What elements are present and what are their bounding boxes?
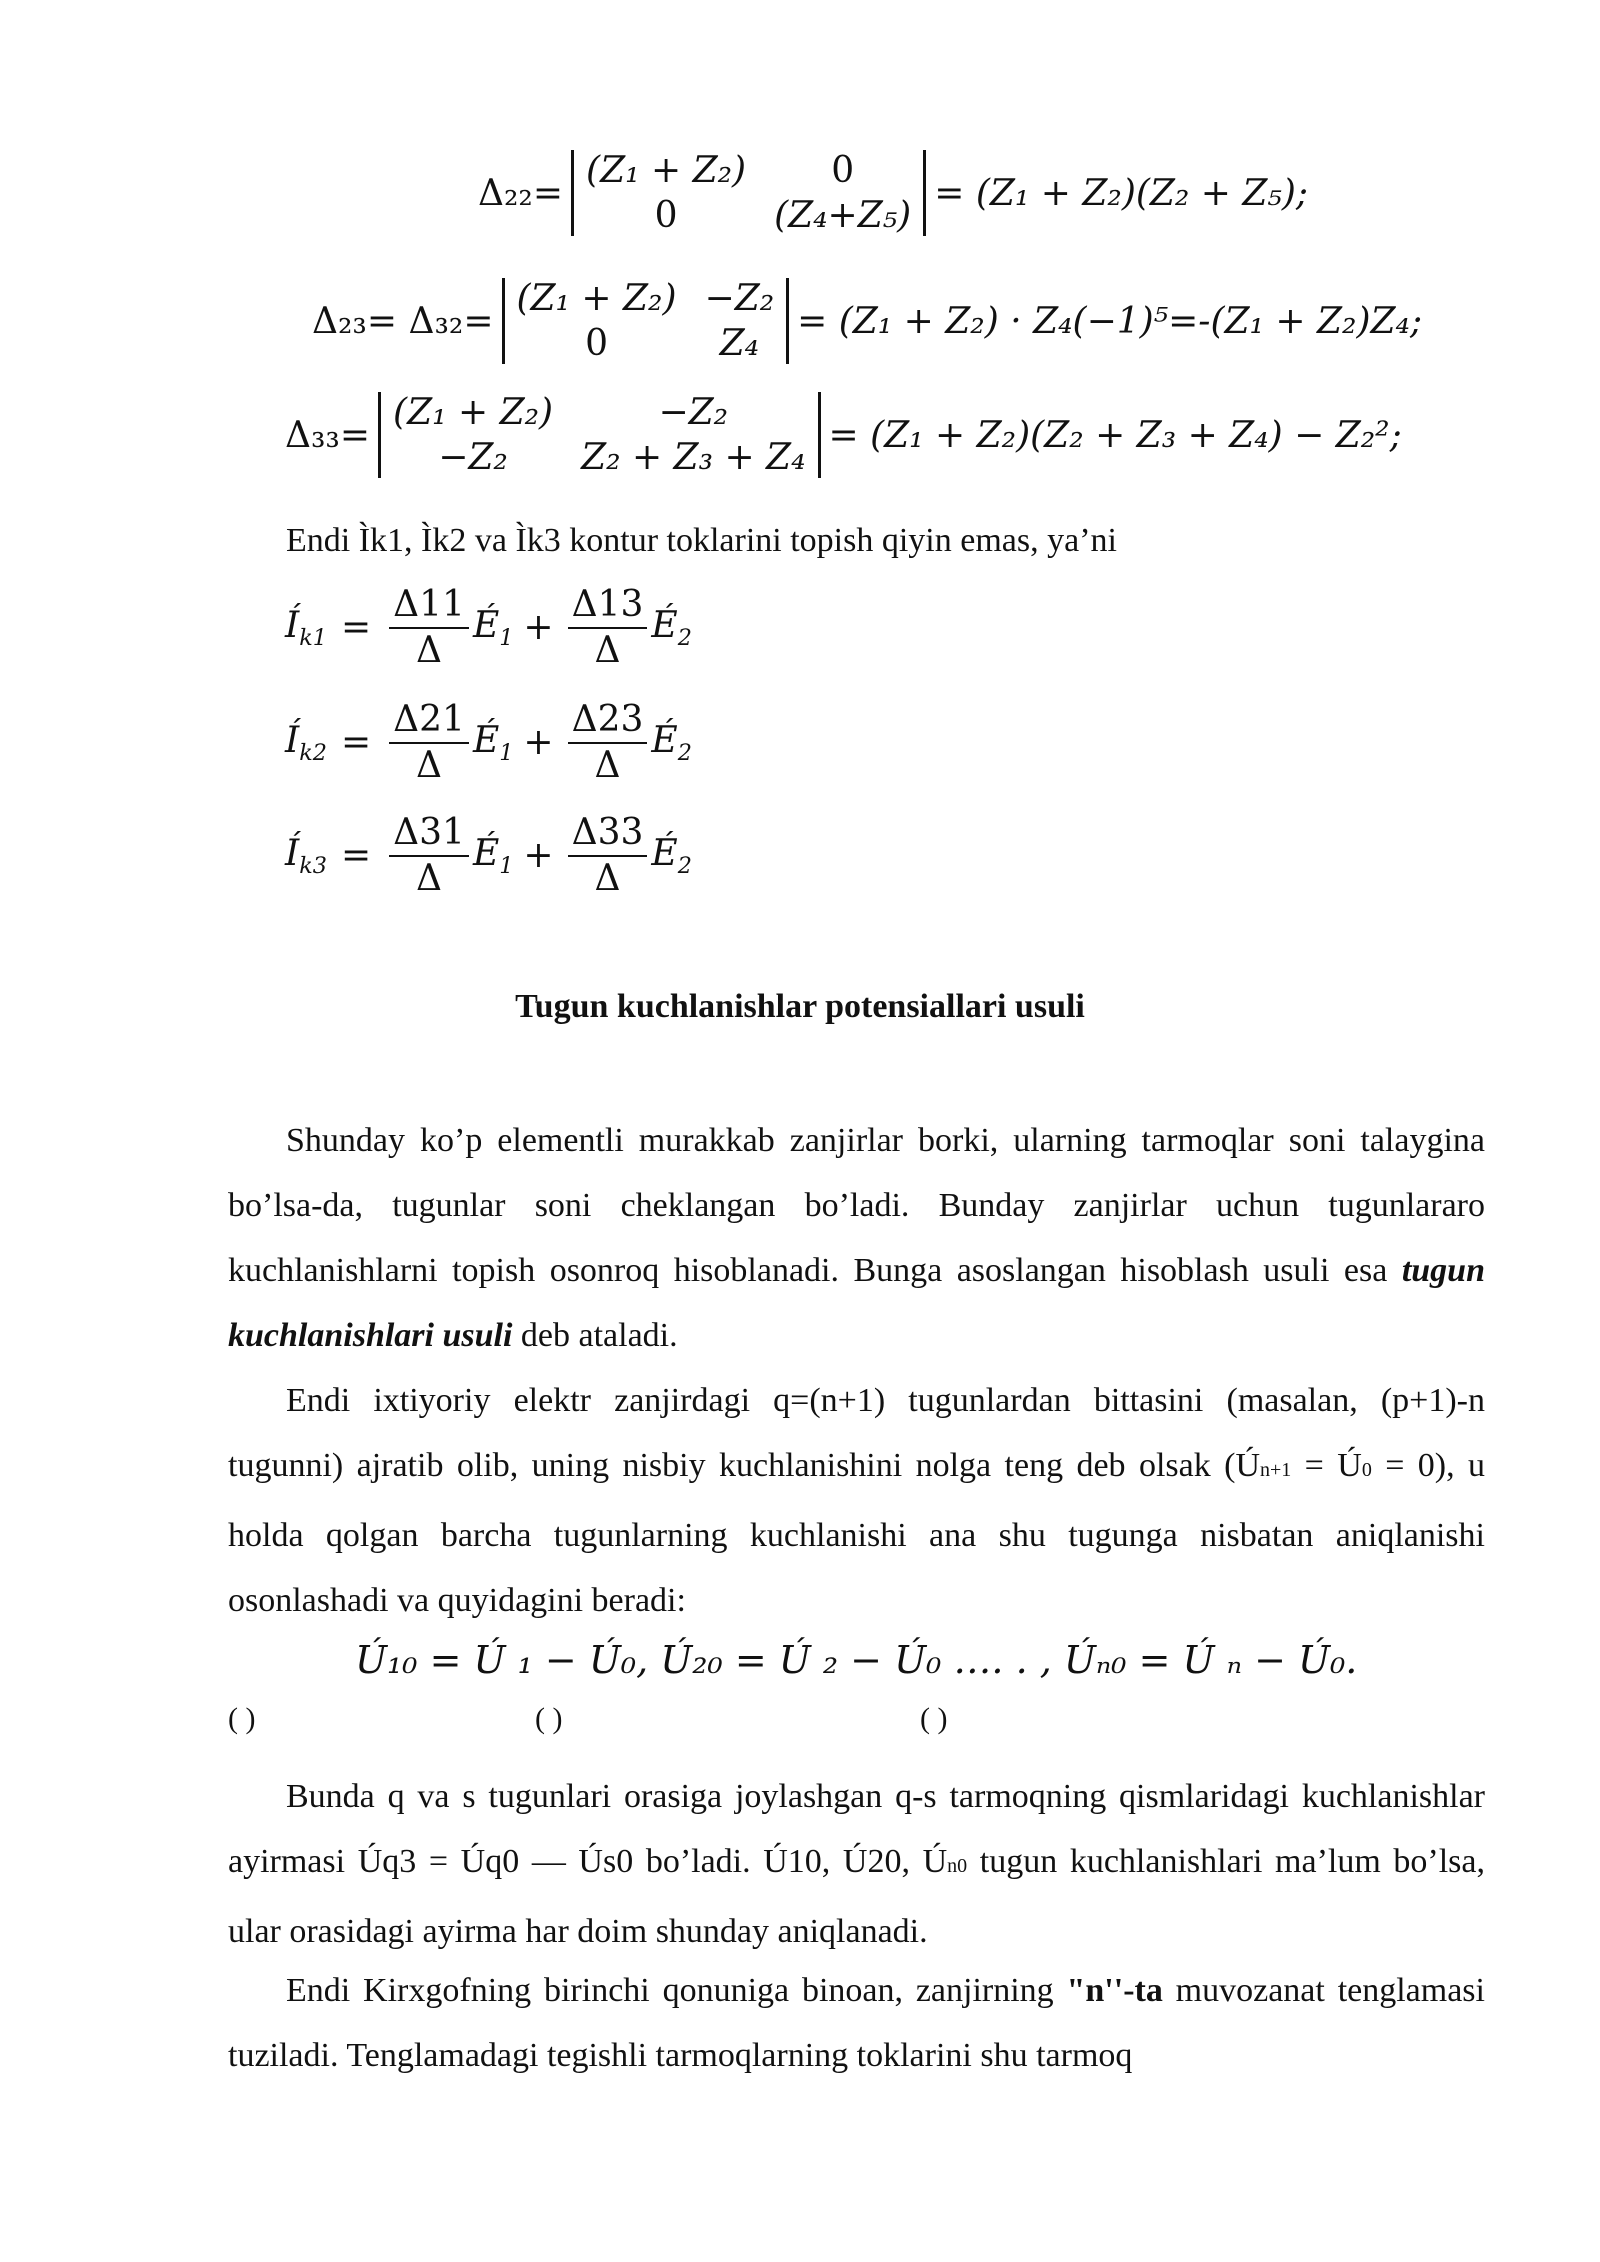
matrix-cell: (Z₁ + Z₂) <box>586 150 747 191</box>
matrix-cell: 0 <box>831 150 855 191</box>
equals-sign: = <box>340 722 372 764</box>
current-equation <box>285 585 692 670</box>
paragraph-2 <box>228 1368 1485 1633</box>
equals-sign: = <box>340 607 372 649</box>
delta33-rhs: = (Z₁ + Z₂)(Z₂ + Z₃ + Z₄) − Z₂²; <box>828 414 1402 456</box>
equals-sign: = <box>340 835 372 877</box>
paren-2: ( ) <box>535 1702 563 1735</box>
delta23-rhs: = (Z₁ + Z₂) · Z₄(−1)⁵=-(Z₁ + Z₂)Z₄; <box>797 300 1423 342</box>
paragraph-text: = 0), u holda qolgan barcha tugunlarning kuchlanishi ana shu tugunga nisbatan aniqlanishi osonlashadi va quyidagini beradi: <box>228 1447 1486 1619</box>
delta23-lhs: Δ₂₃= Δ₃₂= <box>312 300 494 342</box>
equation-delta33 <box>285 392 1402 478</box>
plus-sign: + <box>523 607 554 649</box>
fraction: $\frac{\Delta 13}{\Delta}$ <box>568 585 648 670</box>
fraction: $\frac{\Delta 23}{\Delta}$ <box>568 700 648 785</box>
fraction: $\frac{\Delta 33}{\Delta}$ <box>568 813 648 898</box>
current-symbol: $Í_{k2}$ <box>285 719 327 766</box>
delta23-matrix <box>502 278 790 364</box>
subscript: n0 <box>947 1855 968 1877</box>
subscript: n+1 <box>1260 1459 1292 1481</box>
paragraph-1 <box>228 1108 1485 1368</box>
delta22-lhs: Δ₂₂= <box>478 172 564 214</box>
equation-delta22 <box>478 150 1308 236</box>
matrix-cell: (Z₁ + Z₂) <box>393 392 554 433</box>
emf-term: $É_1$ <box>472 719 514 766</box>
paragraph-text: Endi Kirxgofning birinchi qonuniga binoan, zanjirning <box>286 1972 1067 2009</box>
delta33-lhs: Δ₃₃= <box>285 414 371 456</box>
emf-term: $É_2$ <box>651 832 692 879</box>
delta22-rhs: = (Z₁ + Z₂)(Z₂ + Z₅); <box>934 172 1309 214</box>
paragraph-text: = Ú <box>1291 1447 1362 1484</box>
matrix-cell: −Z₂ <box>438 437 508 478</box>
matrix-cell: 0 <box>654 195 678 236</box>
section-title: Tugun kuchlanishlar potensiallari usuli <box>515 988 1085 1025</box>
matrix-cell: (Z₄+Z₅) <box>774 195 912 236</box>
paren-1: ( ) <box>228 1702 256 1735</box>
emf-term: $É_2$ <box>651 719 692 766</box>
paragraph-text: deb ataladi. <box>512 1317 678 1354</box>
emf-term: $É_2$ <box>651 604 692 651</box>
fraction: $\frac{\Delta 11}{\Delta}$ <box>389 585 469 670</box>
matrix-cell: −Z₂ <box>658 392 729 433</box>
matrix-cell: (Z₁ + Z₂) <box>516 278 677 319</box>
current-symbol: $Í_{k1}$ <box>285 604 327 651</box>
delta33-matrix <box>378 392 820 478</box>
current-equation <box>285 700 692 785</box>
plus-sign: + <box>523 835 554 877</box>
equation-delta23 <box>312 278 1422 364</box>
bold-term: "n''-ta <box>1066 1972 1163 2009</box>
current-equation <box>285 813 692 898</box>
paren-3: ( ) <box>920 1702 948 1735</box>
plus-sign: + <box>523 722 554 764</box>
paragraph-4 <box>228 1958 1485 2088</box>
emf-term: $É_1$ <box>472 604 514 651</box>
paragraph-text: Endi ixtiyoriy elektr zanjirdagi q=(n+1) tugunlardan bittasini (masalan, (p+1)-n tugunni) ajratib olib, uning nisbiy kuchlanishini nolga teng deb olsak (Ú <box>228 1382 1485 1484</box>
matrix-cell: 0 <box>585 323 608 364</box>
matrix-cell: −Z₂ <box>704 278 775 319</box>
paragraph-3 <box>228 1764 1485 1964</box>
fraction: $\frac{\Delta 21}{\Delta}$ <box>389 700 469 785</box>
delta22-matrix <box>571 150 926 236</box>
paragraph-text: Shunday ko’p elementli murakkab zanjirlar borki, ularning tarmoqlar soni talaygina bo’lsa-da, tugunlar soni cheklangan bo’ladi. Bunday zanjirlar uchun tugunlararo kuchlanishlarni topish osonroq hisoblanadi. Bunga asoslangan hisoblash usuli esa <box>228 1122 1485 1289</box>
paragraph-text: tugun kuchlanishlari ma’lum bo’lsa, ular orasidagi ayirma har doim shunday aniqlanadi. <box>228 1843 1485 1950</box>
current-symbol: $Í_{k3}$ <box>285 832 327 879</box>
matrix-cell: Z₄ <box>719 323 760 364</box>
matrix-cell: Z₂ + Z₃ + Z₄ <box>581 437 806 478</box>
subscript: 0 <box>1361 1459 1372 1481</box>
node-voltage-equation: Ú₁₀ = Ú ₁ − Ú₀, Ú₂₀ = Ú ₂ − Ú₀ …. . , Úₙ₀ = Ú ₙ − Ú₀. <box>355 1638 1358 1682</box>
paragraph-text: muvozanat tenglamasi tuziladi. Tenglamadagi tegishli tarmoqlarning toklarini shu tarmoq <box>228 1972 1485 2074</box>
paragraph-text: Bunda q va s tugunlari orasiga joylashgan q-s tarmoqning qismlaridagi kuchlanishlar ayirmasi Úq3 = Úq0 — Ús0 bo’ladi. Ú10, Ú20, Ú <box>228 1778 1485 1880</box>
emf-term: $É_1$ <box>472 832 514 879</box>
intro-line: Endi Ìk1, Ìk2 va Ìk3 kontur toklarini topish qiyin emas, ya’ni <box>286 522 1117 559</box>
fraction: $\frac{\Delta 31}{\Delta}$ <box>389 813 469 898</box>
emphasized-term: tugun kuchlanishlari usuli <box>228 1252 1485 1354</box>
